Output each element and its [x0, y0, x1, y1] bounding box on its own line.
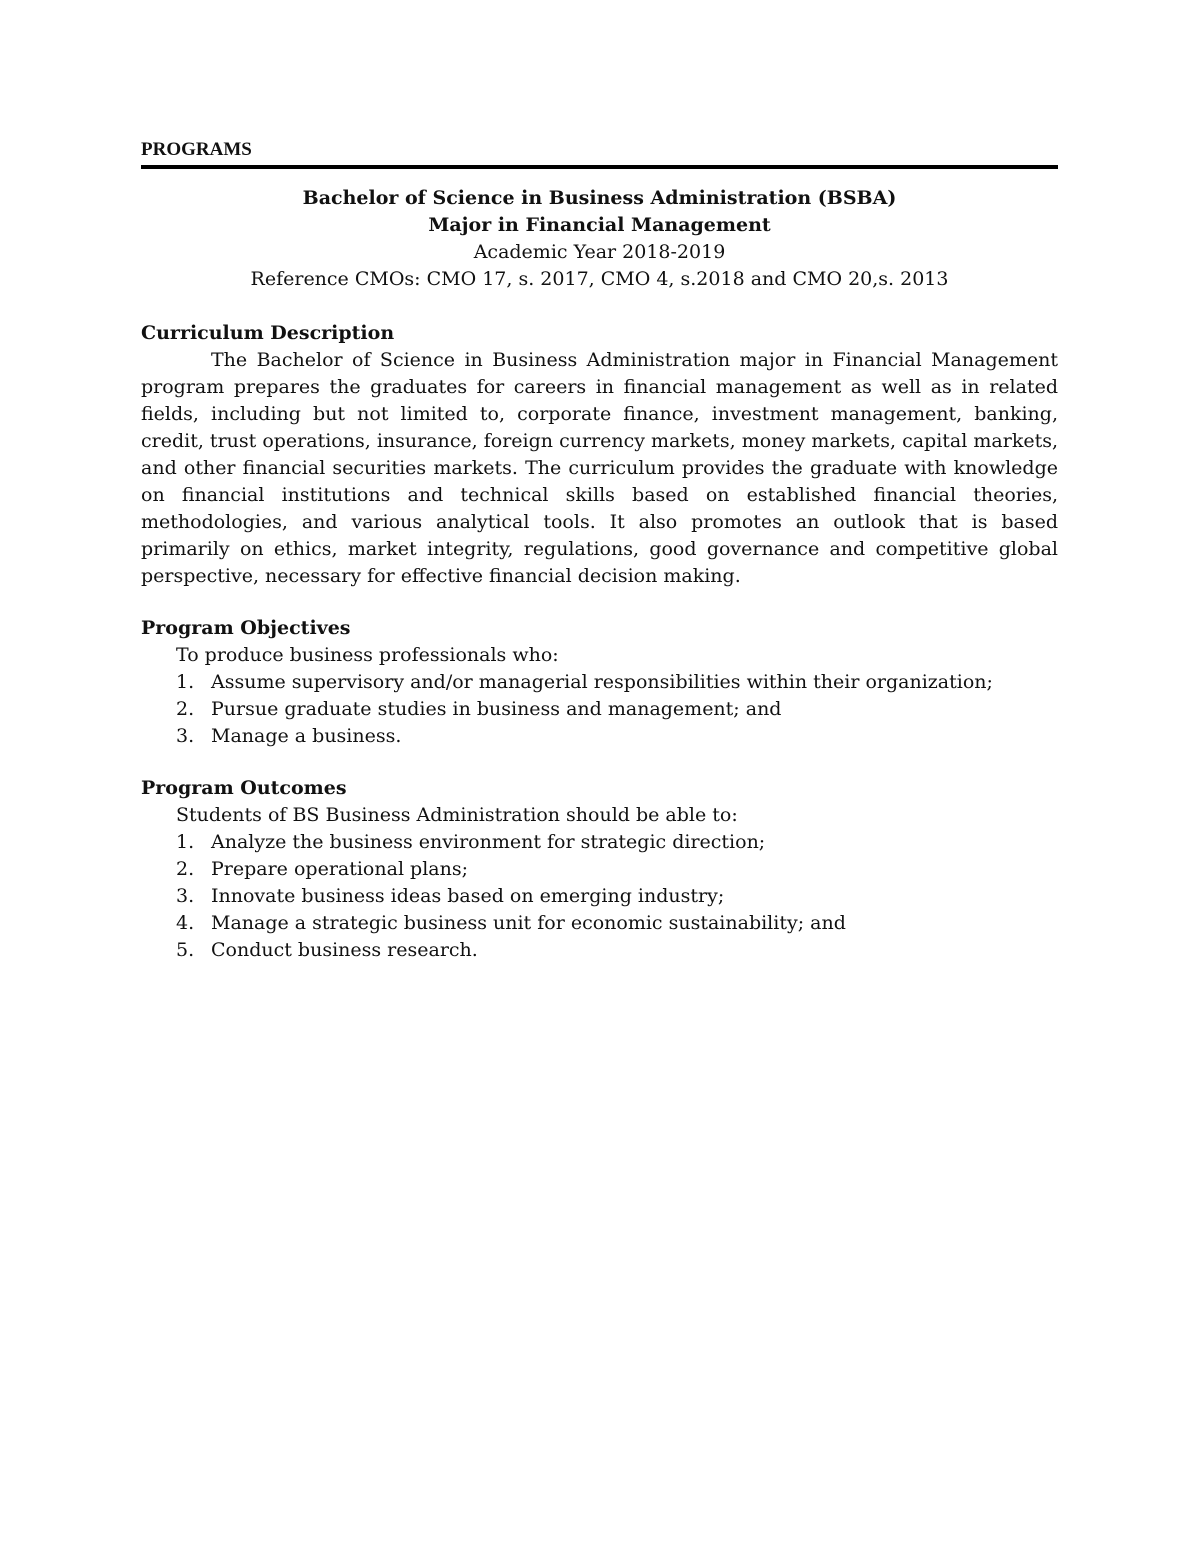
list-item — [141, 883, 1058, 910]
objectives-list — [141, 669, 1058, 750]
list-item — [141, 937, 1058, 964]
list-item — [141, 669, 1058, 696]
list-text: Prepare operational plans; — [211, 858, 469, 880]
list-number: 2. — [176, 698, 195, 720]
list-text: Innovate business ideas based on emerging industry; — [211, 885, 725, 907]
curriculum-heading: Curriculum Description — [141, 322, 395, 344]
list-number: 1. — [176, 831, 195, 853]
list-number: 1. — [176, 671, 195, 693]
outcomes-list — [141, 829, 1058, 964]
list-text: Conduct business research. — [211, 939, 478, 961]
list-number: 3. — [176, 885, 195, 907]
outcomes-heading: Program Outcomes — [141, 777, 347, 799]
list-item — [141, 723, 1058, 750]
section-label: PROGRAMS — [141, 139, 252, 160]
header-rule — [141, 165, 1058, 169]
objectives-intro: To produce business professionals who: — [176, 644, 559, 666]
curriculum-description: The Bachelor of Science in Business Administration major in Financial Management program prepares the graduates for careers in financial management as well as in related fields, including but not limited to, corporate finance, investment management, banking, credit, trust operations, insurance, foreign currency markets, money markets, capital markets, and other financial securities markets. The curriculum provides the graduate with knowledge on financial institutions and technical skills based on established financial theories, methodologies, and various analytical tools. It also promotes an outlook that is based primarily on ethics, market integrity, regulations, good governance and competitive global perspective, necessary for effective financial decision making. — [141, 349, 1058, 587]
program-major: Major in Financial Management — [428, 214, 771, 236]
list-item — [141, 696, 1058, 723]
reference-cmos: Reference CMOs: CMO 17, s. 2017, CMO 4, s.2018 and CMO 20,s. 2013 — [250, 268, 949, 290]
program-title: Bachelor of Science in Business Administration (BSBA) — [302, 187, 897, 209]
program-title-block — [141, 185, 1058, 293]
outcomes-intro: Students of BS Business Administration should be able to: — [176, 804, 738, 826]
list-number: 2. — [176, 858, 195, 880]
list-number: 4. — [176, 912, 195, 934]
objectives-heading: Program Objectives — [141, 617, 351, 639]
list-text: Manage a strategic business unit for economic sustainability; and — [211, 912, 846, 934]
list-text: Pursue graduate studies in business and management; and — [211, 698, 782, 720]
list-number: 5. — [176, 939, 195, 961]
academic-year: Academic Year 2018-2019 — [473, 241, 726, 263]
list-item — [141, 829, 1058, 856]
document-page — [141, 138, 1058, 964]
list-number: 3. — [176, 725, 195, 747]
list-text: Analyze the business environment for strategic direction; — [211, 831, 766, 853]
list-text: Manage a business. — [211, 725, 402, 747]
list-item — [141, 910, 1058, 937]
list-item — [141, 856, 1058, 883]
list-text: Assume supervisory and/or managerial responsibilities within their organization; — [211, 671, 993, 693]
